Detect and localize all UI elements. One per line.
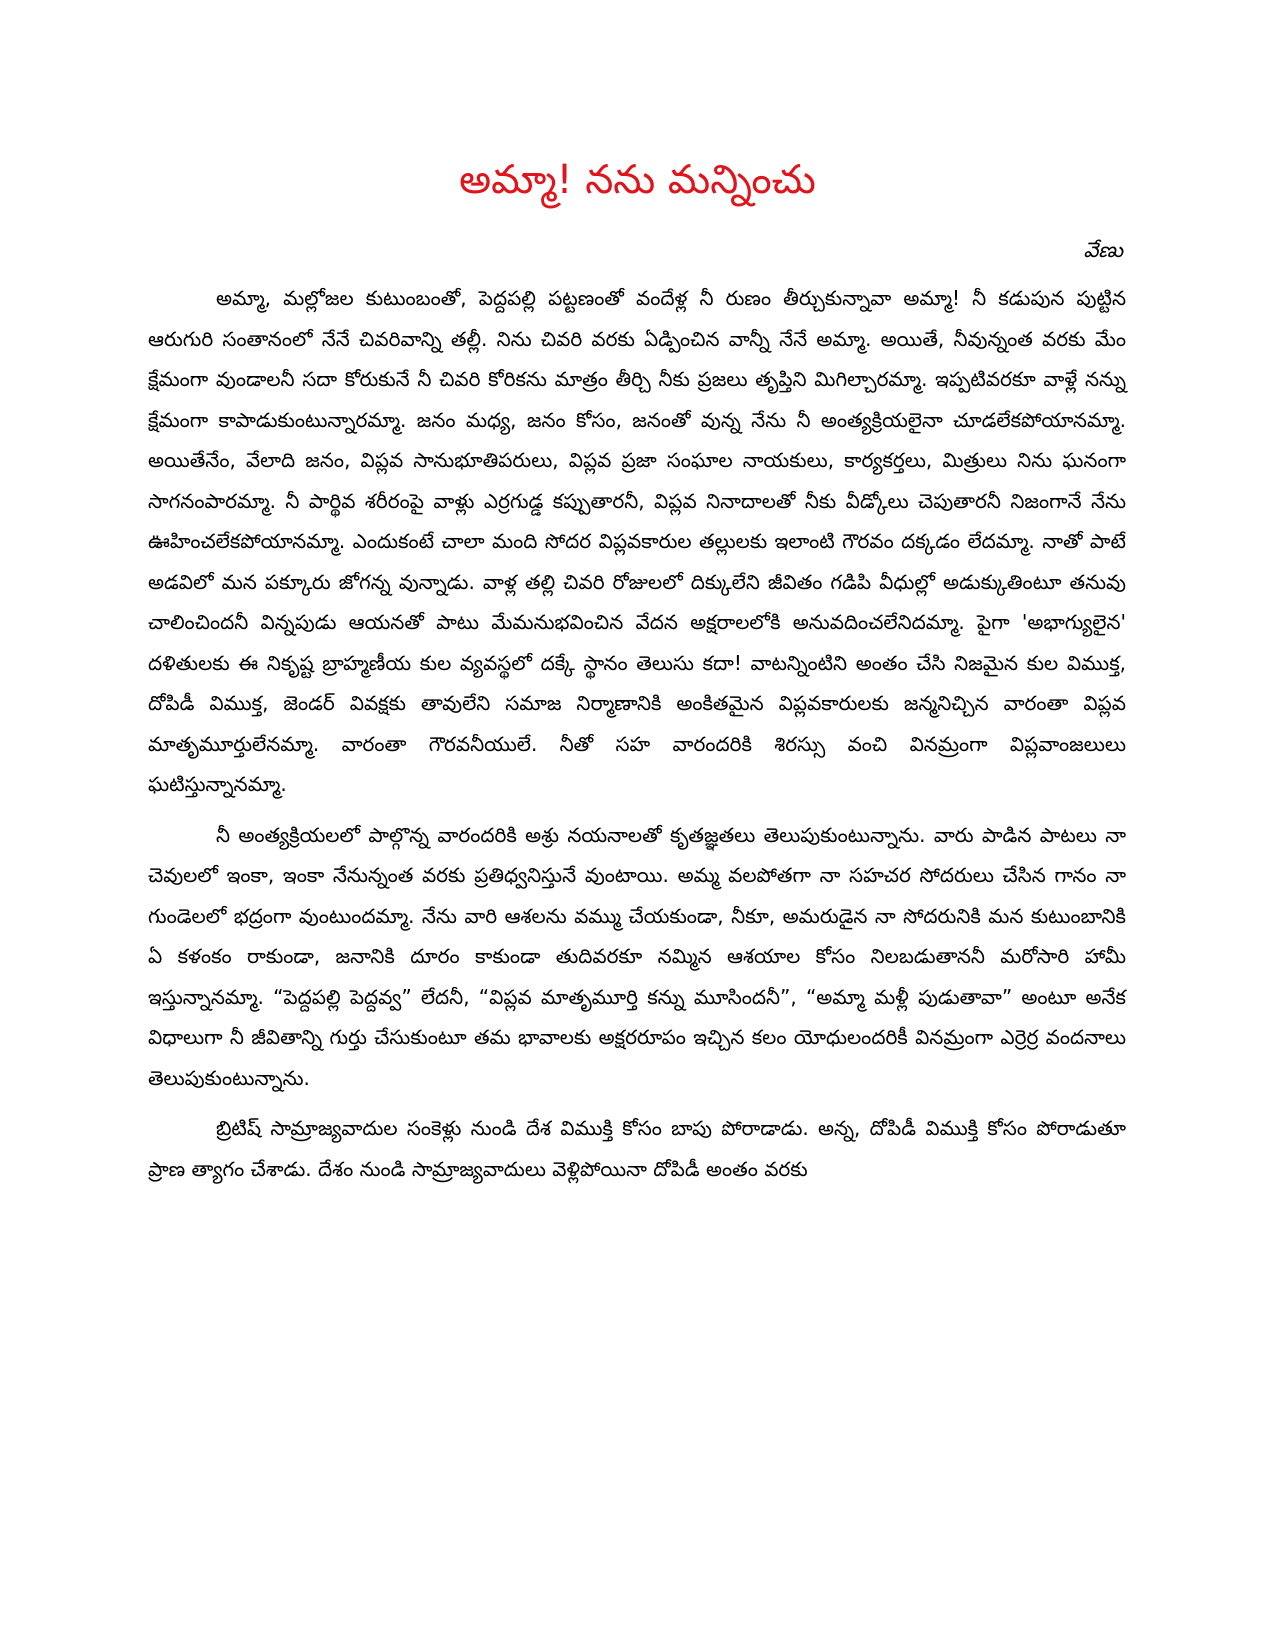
paragraph-3: బ్రిటిష్ సామ్రాజ్యవాదుల సంకెళ్లు నుండి దేశ విముక్తి కోసం బాపు పోరాడాడు. అన్న, దోపిడీ విముక్తి కోసం పోరాడుతూ ప్రాణ త్యాగం చేశాడు. దేశం నుండి సామ్రాజ్యవాదులు వెళ్లిపోయినా దోపిడీ అంతం వరకు: [148, 1116, 1126, 1181]
paragraph-1: అమ్మా, మల్లోజల కుటుంబంతో, పెద్దపల్లి పట్టణంతో వందేళ్ల నీ రుణం తీర్చుకున్నావా అమ్మా! నీ కడుపున పుట్టిన ఆరుగురి సంతానంలో నేనే చివరివాన్ని తల్లీ. నిను చివరి వరకు ఏడ్పించిన వాన్నీ నేనే అమ్మా. అయితే, నీవున్నంత వరకు మేం క్షేమంగా వుండాలనీ సదా కోరుకునే నీ చివరి కోరికను మాత్రం తీర్చి నీకు ప్రజలు తృప్తిని మిగిల్చారమ్మా. ఇప్పటివరకూ వాళ్లే నన్ను క్షేమంగా కాపాడుకుంటున్నారమ్మా. జనం మధ్య, జనం కోసం, జనంతో వున్న నేను నీ అంత్యక్రియలైనా చూడలేకపోయానమ్మా. అయితేనేం, వేలాది జనం, విప్లవ సానుభూతిపరులు, విప్లవ ప్రజా సంఘాల నాయకులు, కార్యకర్తలు, మిత్రులు నిను ఘనంగా సాగనంపారమ్మా. నీ పార్థివ శరీరంపై వాళ్లు ఎర్రగుడ్డ కప్పుతారనీ, విప్లవ నినాదాలతో నీకు వీడ్కోలు చెపుతారనీ నిజంగానే నేను ఊహించలేకపోయానమ్మా. ఎందుకంటే చాలా మంది సోదర విప్లవకారుల తల్లులకు ఇలాంటి గౌరవం దక్కడం లేదమ్మా. నాతో పాటే అడవిలో మన పక్కూరు జోగన్న వున్నాడు. వాళ్ల తల్లి చివరి రోజులలో దిక్కులేని జీవితం గడిపి వీధుల్లో అడుక్కుతింటూ తనువు చాలించిందనీ విన్నపుడు ఆయనతో పాటు మేమనుభవించిన వేదన అక్షరాలలోకి అనువదించలేనిదమ్మా. పైగా 'అభాగ్యులైన' దళితులకు ఈ నికృష్ట బ్రాహ్మణీయ కుల వ్యవస్థలో దక్కే స్థానం తెలుసు కదా! వాటన్నింటిని అంతం చేసి నిజమైన కుల విముక్త, దోపిడీ విముక్త, జెండర్ వివక్షకు తావులేని సమాజ నిర్మాణానికి అంకితమైన విప్లవకారులకు జన్మనిచ్చిన వారంతా విప్లవ మాతృమూర్తులేనమ్మా. వారంతా గౌరవనీయులే. నీతో సహ వారందరికి శిరస్సు వంచి వినమ్రంగా విప్లవాంజలులు ఘటిస్తున్నానమ్మా.: [148, 286, 1126, 796]
document-title: అమ్మా! నను మన్నించు: [459, 157, 816, 203]
document-body: [148, 278, 1126, 1199]
paragraph-2: నీ అంత్యక్రియలలో పాల్గొన్న వారందరికి అశ్రు నయనాలతో కృతజ్ఞతలు తెలుపుకుంటున్నాను. వారు పాడిన పాటలు నా చెవులలో ఇంకా, ఇంకా నేనున్నంత వరకు ప్రతిధ్వనిస్తునే వుంటాయి. అమ్మ వలపోతగా నా సహచర సోదరులు చేసిన గానం నా గుండెలలో భద్రంగా వుంటుందమ్మా. నేను వారి ఆశలను వమ్ము చేయకుండా, నీకూ, అమరుడైన నా సోదరునికి మన కుటుంబానికి ఏ కళంకం రాకుండా, జనానికి దూరం కాకుండా తుదివరకూ నమ్మిన ఆశయాల కోసం నిలబడుతాననీ మరోసారి హామీ ఇస్తున్నానమ్మా. “పెద్దపల్లి పెద్దవ్వ” లేదనీ, “విప్లవ మాతృమూర్తి కన్ను మూసిందనీ”, “అమ్మా మళ్లీ పుడుతావా” అంటూ అనేక విధాలుగా నీ జీవితాన్ని గుర్తు చేసుకుంటూ తమ భావాలకు అక్షరరూపం ఇచ్చిన కలం యోధులందరికీ వినమ్రంగా ఎర్రెర్ర వందనాలు తెలుపుకుంటున్నాను.: [148, 822, 1126, 1090]
author-name: వేణు: [1083, 238, 1123, 262]
